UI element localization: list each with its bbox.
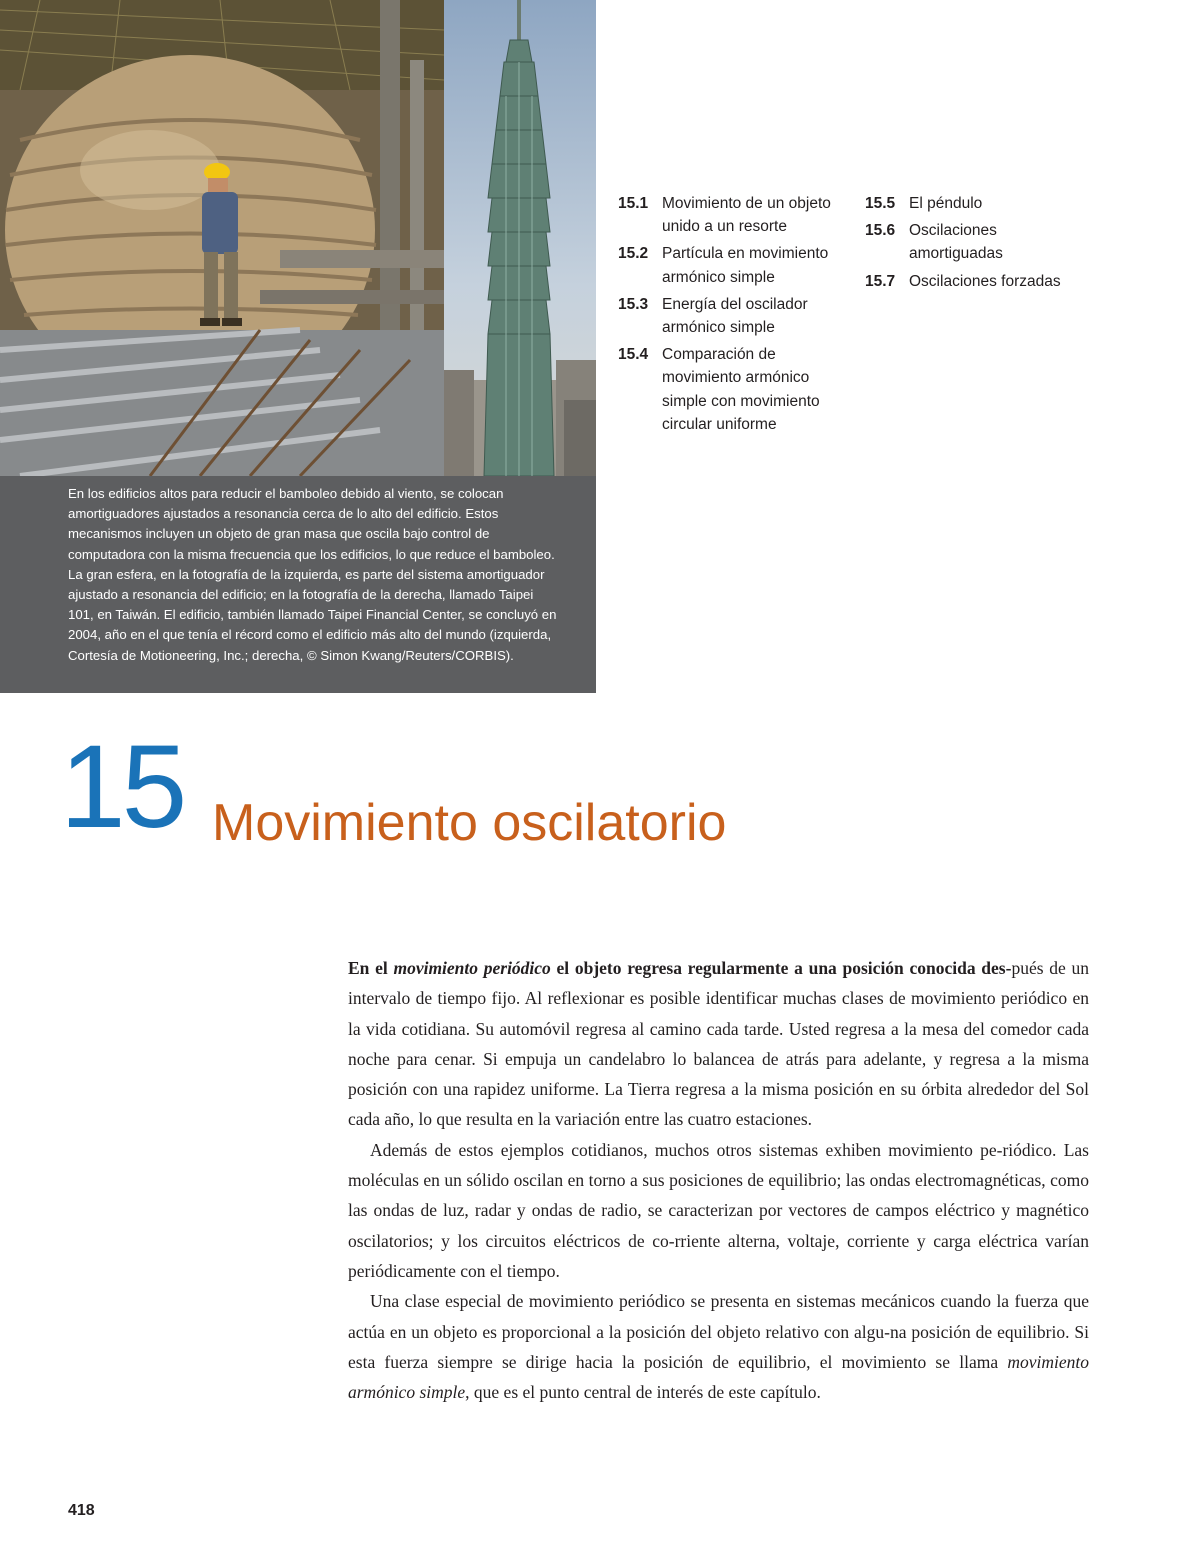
- toc-item[interactable]: [618, 242, 854, 288]
- tower-photo-illustration: [444, 0, 596, 476]
- chapter-intro-text: [348, 953, 1089, 1407]
- paragraph-1-rest: pués de un intervalo de tiempo fijo. Al reflexionar es posible identificar muchas clases de movimiento periódico en la vida cotidiana. Su automóvil regresa al camino cada tarde. Usted regresa a la mesa del comedor cada noche para cenar. Si empuja un candelabro lo balancea de atrás para adelante, y regresa a la misma posición con una rapidez uniforme. La Tierra regresa a la misma posición en su órbita alrededor del Sol cada año, lo que resulta en la variación entre las cuatro estaciones.: [348, 958, 1089, 1130]
- photo-caption: En los edificios altos para reducir el bamboleo debido al viento, se colocan amortiguadores ajustados a resonancia cerca de lo alto del edificio. Estos mecanismos incluyen un objeto de gran masa que oscila bajo control de computadora con la misma frecuencia que los edificios, lo que reduce el bamboleo. La gran esfera, en la fotografía de la izquierda, es parte del sistema amortiguador ajustado a resonancia del edificio; en la fotografía de la derecha, llamado Taipei 101, en Taiwán. El edificio, también llamado Taipei Financial Center, se concluyó en 2004, año en el que tenía el récord como el edificio más alto del mundo (izquierda, Cortesía de Motioneering, Inc.; derecha, © Simon Kwang/Reuters/CORBIS).: [68, 486, 557, 663]
- toc-title: Partícula en movimiento armónico simple: [662, 245, 829, 286]
- toc-item[interactable]: [618, 192, 854, 238]
- damper-photo-illustration: [0, 0, 444, 476]
- paragraph-3-text-a: Una clase especial de movimiento periódico se presenta en sistemas mecánicos cuando la fuerza que actúa en un objeto es proporcional a la posición del objeto relativo con algu-na posición de equilibrio. Si esta fuerza siempre se dirige hacia la posición de equilibrio, el movimiento se llama: [348, 1291, 1089, 1372]
- taipei-101-photo: [444, 0, 596, 476]
- toc-number: 15.5: [865, 195, 896, 212]
- toc-item[interactable]: [865, 270, 1095, 293]
- toc-number: 15.6: [865, 222, 896, 240]
- lead-text-a: En el: [348, 958, 394, 978]
- photo-caption-box: [0, 476, 596, 693]
- toc-title: Oscilaciones forzadas: [909, 272, 1061, 290]
- toc-item[interactable]: [618, 293, 854, 339]
- toc-number: 15.4: [618, 346, 649, 364]
- intro-paragraph-3: [348, 1286, 1089, 1407]
- toc-title: Movimiento de un objeto unido a un resorte: [662, 195, 831, 236]
- chapter-title: Movimiento oscilatorio: [212, 794, 727, 852]
- toc-number: 15.2: [618, 245, 649, 263]
- page-number: 418: [68, 1502, 95, 1519]
- toc-column-2: [865, 192, 1095, 297]
- intro-paragraph-1: [348, 953, 1089, 1135]
- lead-text-b: el objeto regresa regularmente a una posición conocida des-: [550, 958, 1012, 978]
- term-simple-harmonic-motion: movimiento armónico simple: [348, 1351, 1089, 1403]
- toc-title: El péndulo: [909, 195, 983, 212]
- toc-column-1: [618, 192, 854, 440]
- toc-title: Energía del oscilador armónico simple: [662, 295, 808, 337]
- lead-sentence: [348, 958, 1011, 978]
- toc-item[interactable]: [618, 343, 854, 436]
- damper-sphere-photo: [0, 0, 444, 476]
- toc-number: 15.3: [618, 295, 649, 313]
- toc-item[interactable]: [865, 192, 1095, 215]
- chapter-number: 15: [60, 721, 184, 853]
- toc-number: 15.1: [618, 195, 649, 212]
- intro-paragraph-2: Además de estos ejemplos cotidianos, muchos otros sistemas exhiben movimiento pe-riódico. Las moléculas en un sólido oscilan en torno a sus posiciones de equilibrio; las ondas electromagnéticas, como las ondas de luz, radar y ondas de radio, se caracterizan por vectores de campos eléctrico y magnético oscilatorios; y los circuitos eléctricos de co-rriente alterna, voltaje, corriente y carga eléctrica varían periódicamente con el tiempo.: [348, 1139, 1089, 1281]
- term-periodic-motion: movimiento periódico: [393, 958, 551, 978]
- paragraph-3-text-b: , que es el punto central de interés de este capítulo.: [465, 1382, 821, 1403]
- toc-title: Oscilaciones amortiguadas: [909, 222, 1003, 263]
- toc-item[interactable]: [865, 219, 1095, 265]
- toc-title: Comparación de movimiento armónico simple con movimiento circular uniforme: [662, 346, 820, 433]
- toc-number: 15.7: [865, 272, 896, 290]
